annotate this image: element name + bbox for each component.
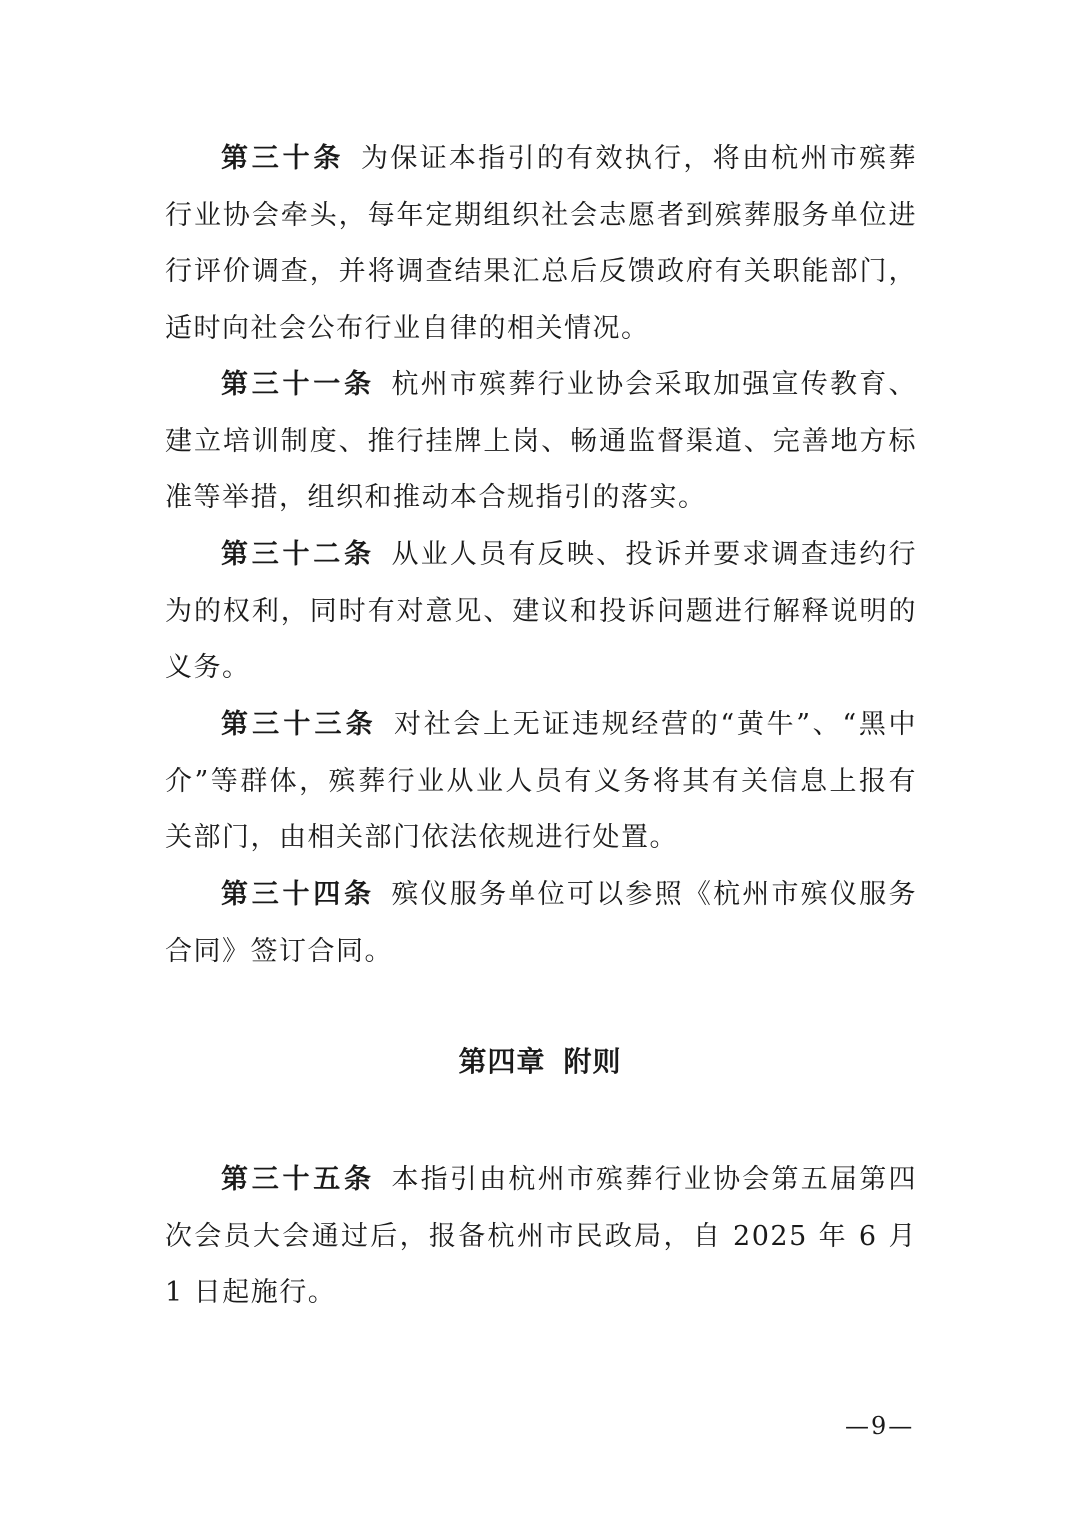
- article-35-title: 第三十五条: [221, 1164, 375, 1195]
- article-31-text: 杭州市殡葬行业协会采取加强宣传教育、建立培训制度、推行挂牌上岗、畅通监督渠道、完善地方标准等举措，组织和推动本合规指引的落实。: [165, 369, 918, 513]
- article-33-title: 第三十三条: [221, 709, 377, 740]
- article-34: [165, 867, 917, 980]
- page-number: —9—: [845, 1412, 915, 1440]
- article-31: [165, 357, 917, 527]
- article-30-text: 为保证本指引的有效执行，将由杭州市殡葬行业协会牵头，每年定期组织社会志愿者到殡葬服务单位进行评价调查，并将调查结果汇总后反馈政府有关职能部门，适时向社会公布行业自律的相关情况。: [165, 143, 918, 344]
- article-30-title: 第三十条: [221, 143, 345, 174]
- article-32: [165, 527, 917, 697]
- chapter-heading: [0, 1040, 1080, 1080]
- chapter-name: 附则: [563, 1045, 622, 1078]
- article-32-text: 从业人员有反映、投诉并要求调查违约行为的权利，同时有对意见、建议和投诉问题进行解释说明的义务。: [165, 539, 918, 683]
- article-33-text: 对社会上无证违规经营的“黄牛”、“黑中介”等群体，殡葬行业从业人员有义务将其有关信息上报有关部门，由相关部门依法依规进行处置。: [165, 709, 917, 853]
- article-34-text: 殡仪服务单位可以参照《杭州市殡仪服务合同》签订合同。: [165, 879, 918, 967]
- article-33: [165, 697, 917, 867]
- chapter-number: 第四章: [458, 1045, 546, 1078]
- article-31-title: 第三十一条: [221, 369, 375, 400]
- article-30: [165, 131, 917, 357]
- article-32-title: 第三十二条: [221, 539, 375, 570]
- article-34-title: 第三十四条: [221, 879, 375, 910]
- article-35-text: 本指引由杭州市殡葬行业协会第五届第四次会员大会通过后，报备杭州市民政局，自 2025 年 6 月 1 日起施行。: [165, 1164, 918, 1308]
- article-35: [165, 1152, 917, 1322]
